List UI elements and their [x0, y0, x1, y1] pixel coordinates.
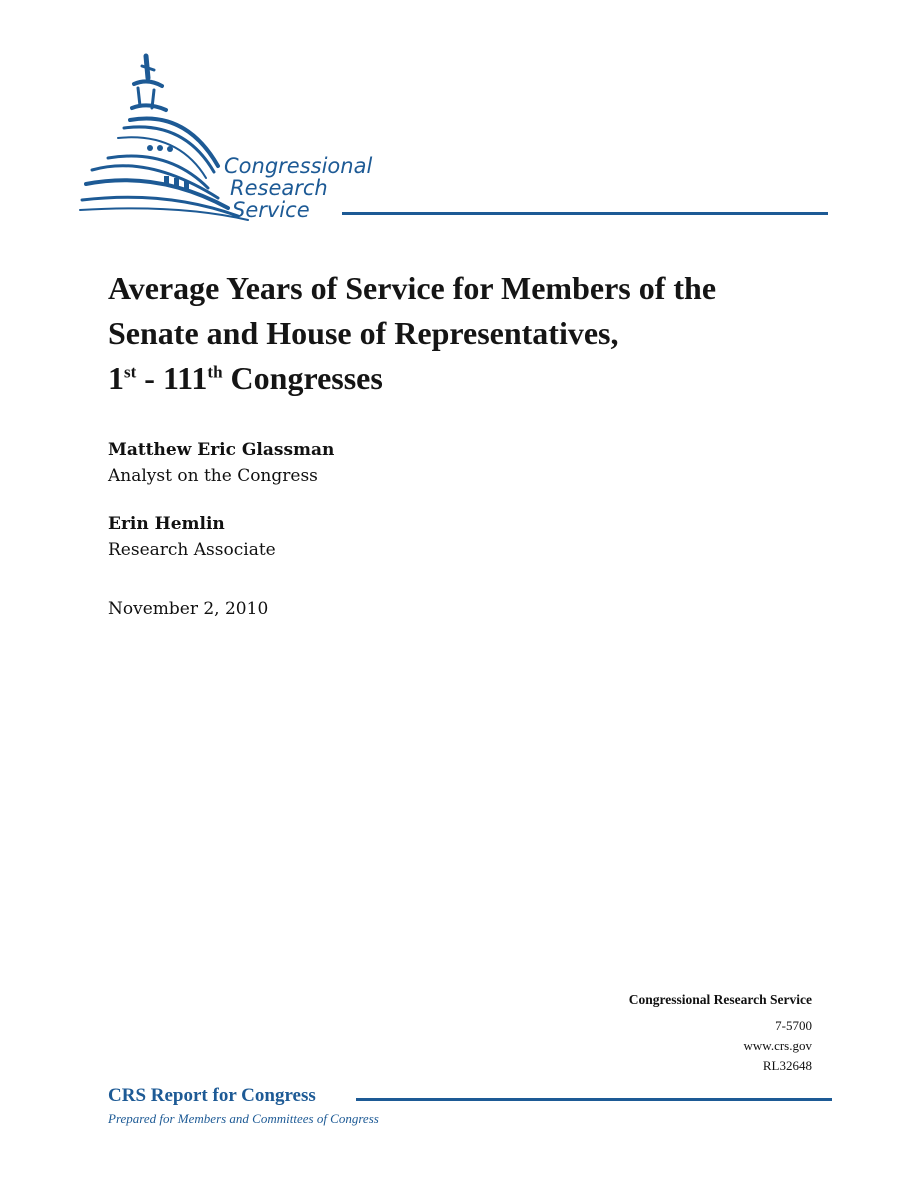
logo-line-congressional: Congressional	[224, 154, 373, 178]
footer-report-number: RL32648	[762, 1058, 812, 1073]
author-1	[108, 437, 334, 489]
report-title	[108, 266, 848, 401]
title-ordinal-st: st	[124, 362, 137, 382]
footer-website[interactable]: www.crs.gov	[743, 1038, 812, 1053]
crs-logo	[78, 48, 838, 228]
title-ordinal-th: th	[207, 362, 223, 382]
report-banner-divider	[356, 1098, 832, 1101]
author-2	[108, 511, 276, 563]
publication-date: November 2, 2010	[108, 599, 269, 619]
author-name: Erin Hemlin	[108, 514, 225, 534]
title-last-congress: - 111	[136, 360, 208, 396]
title-congresses: Congresses	[222, 360, 383, 396]
logo-line-research: Research	[230, 176, 328, 200]
author-name: Matthew Eric Glassman	[108, 440, 335, 460]
footer-phone: 7-5700	[775, 1018, 812, 1033]
report-banner-subheading: Prepared for Members and Committees of Congress	[108, 1111, 379, 1126]
report-banner-heading: CRS Report for Congress	[108, 1085, 316, 1106]
capitol-dome-icon	[78, 48, 378, 228]
report-info	[629, 990, 812, 1076]
title-line-1: Average Years of Service for Members of the	[108, 270, 717, 306]
title-first-congress: 1	[108, 360, 124, 396]
author-role: Research Associate	[108, 540, 276, 560]
author-role: Analyst on the Congress	[108, 466, 318, 486]
title-line-3	[108, 356, 848, 401]
logo-divider	[342, 212, 828, 215]
title-line-2: Senate and House of Representatives,	[108, 315, 619, 351]
footer-org: Congressional Research Service	[628, 992, 812, 1007]
logo-line-service: Service	[232, 198, 310, 222]
